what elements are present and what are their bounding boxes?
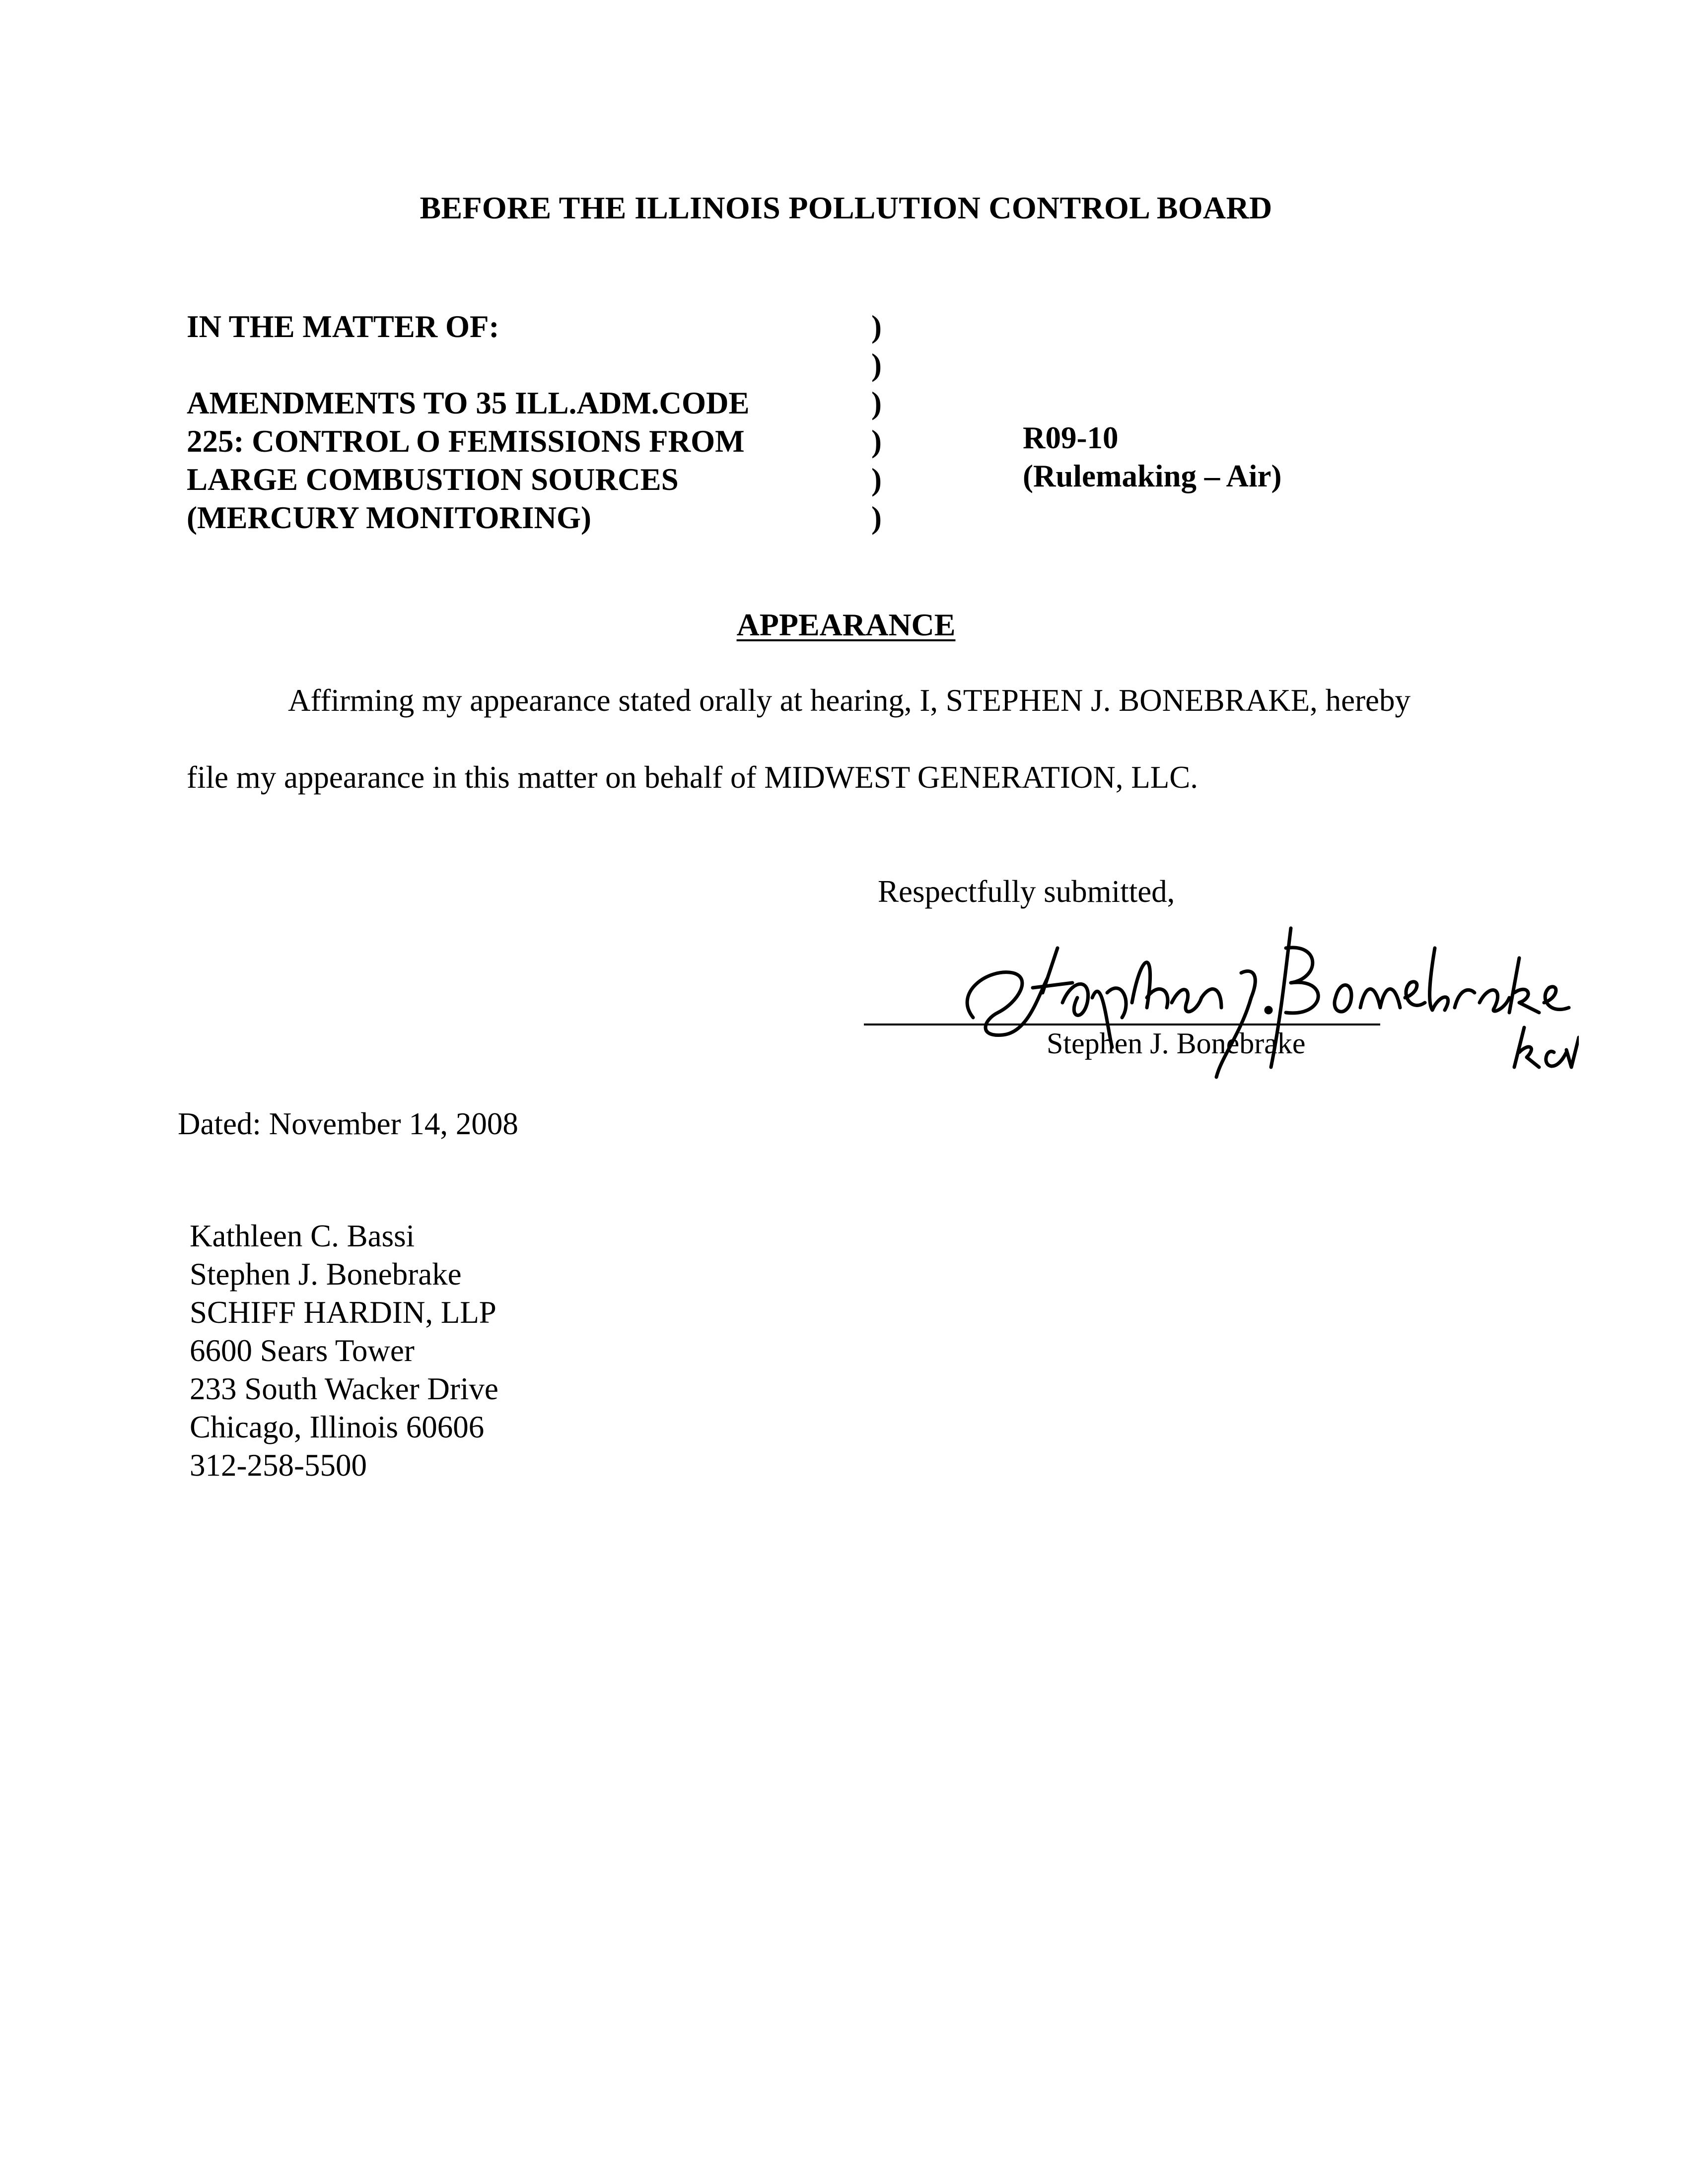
paren: ) <box>871 309 882 344</box>
case-caption <box>187 308 750 537</box>
address-line: SCHIFF HARDIN, LLP <box>190 1295 496 1330</box>
paren: ) <box>871 386 882 420</box>
dated-line: Dated: November 14, 2008 <box>178 1106 518 1141</box>
handwritten-signature <box>943 918 1579 1082</box>
typed-signer-name: Stephen J. Bonebrake <box>1047 1027 1306 1060</box>
address-line: Stephen J. Bonebrake <box>190 1257 462 1292</box>
address-line: Kathleen C. Bassi <box>190 1219 415 1253</box>
address-line: 312-258-5500 <box>190 1448 367 1483</box>
paren: ) <box>871 462 882 497</box>
docket-info <box>1023 419 1282 495</box>
docket-number: R09-10 <box>1023 420 1119 455</box>
appearance-title: APPEARANCE <box>736 607 956 642</box>
appearance-body-line: Affirming my appearance stated orally at hearing, I, STEPHEN J. BONEBRAKE, hereby <box>288 683 1411 718</box>
paren: ) <box>871 500 882 535</box>
subject-line: 225: CONTROL O FEMISSIONS FROM <box>187 424 745 459</box>
subject-line: (MERCURY MONITORING) <box>187 500 592 535</box>
paren: ) <box>871 347 882 382</box>
address-line: Chicago, Illinois 60606 <box>190 1410 485 1444</box>
board-title: BEFORE THE ILLINOIS POLLUTION CONTROL BOARD <box>420 190 1272 225</box>
appearance-body-line: file my appearance in this matter on behalf of MIDWEST GENERATION, LLC. <box>187 760 1198 795</box>
counsel-address-block <box>190 1217 498 1485</box>
address-line: 6600 Sears Tower <box>190 1333 415 1368</box>
address-line: 233 South Wacker Drive <box>190 1371 498 1406</box>
paren: ) <box>871 424 882 459</box>
caption-parens <box>871 308 882 537</box>
matter-label: IN THE MATTER OF: <box>187 309 499 344</box>
closing-text: Respectfully submitted, <box>878 874 1175 909</box>
docket-type: (Rulemaking – Air) <box>1023 459 1282 493</box>
subject-line: LARGE COMBUSTION SOURCES <box>187 462 679 497</box>
subject-line: AMENDMENTS TO 35 ILL.ADM.CODE <box>187 386 750 420</box>
